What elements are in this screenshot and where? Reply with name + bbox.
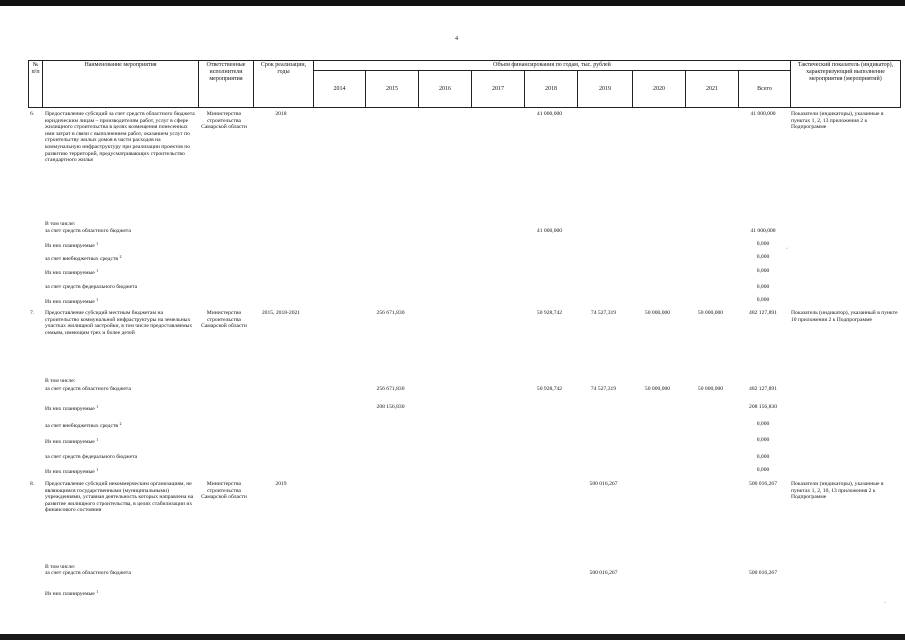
header-financing: Объем финансирования по годам, тыс. рублей: [314, 61, 791, 71]
value-2018: 41 000,000: [536, 111, 563, 117]
value-2019: 500 016,267: [589, 570, 618, 576]
value-total: 482 127,891: [749, 310, 777, 316]
sub-label: за счет средств областного бюджета: [45, 386, 131, 392]
header-name: Наименование мероприятия: [43, 61, 199, 108]
value-2019: 500 016,267: [589, 481, 618, 487]
table-row: [0, 481, 905, 514]
value-2020: 50 000,000: [644, 386, 671, 392]
value-total: 41 000,000: [750, 228, 776, 234]
value-2018: 50 928,742: [536, 386, 563, 392]
value-2018: 41 000,000: [536, 228, 563, 234]
value-total: 500 016,267: [749, 570, 777, 576]
table-row: [0, 386, 905, 396]
sub-label: за счет внебюджетных средств $^2$: [45, 254, 122, 262]
value-total: 208 156,830: [749, 404, 777, 410]
sub-label: Из них планируемые $^1$: [45, 268, 99, 276]
value-total: 0,000: [756, 284, 770, 290]
sub-label: за счет средств федерального бюджета: [45, 284, 138, 290]
including-label: В том числе:: [45, 221, 76, 227]
header-year: 2018: [525, 71, 578, 108]
item-indicator: Показатели (индикаторы), указанные в пунктах 1, 2, 10, 13 приложения 2 к Подпрограмме: [791, 481, 884, 501]
footnote-mark: 1: [96, 297, 99, 302]
value-total: 0,000: [756, 254, 770, 260]
item-name: Предоставление субсидий местным бюджетам на строительство коммунальной инфраструктуры на земельных участках жилищной застройки, в том числе предоставляемых семьям, имеющим трех и более детей: [45, 310, 193, 336]
header-indicator: Тактический показатель (индикатор), характеризующий выполнение мероприятия (мероприятий): [791, 61, 901, 108]
sub-label: Из них планируемые $^1$: [45, 297, 99, 305]
header-year: 2014: [314, 71, 366, 108]
item-name: Предоставление субсидий за счет средств областного бюджета юридическим лицам – производителям работ, услуг в сфере жилищного строительства в целях возмещения понесенных ими затрат в связи с выполнением работ, оказанием услуг по строительству жилых домов в части расходов на коммунальную инфраструктуру при реализации проектов по развитию территорий, предусматривающих строительство стандартного жилья: [45, 111, 195, 164]
table-row: [0, 437, 905, 447]
header-year: 2015: [366, 71, 419, 108]
value-total: 41 000,000: [750, 111, 776, 117]
item-indicator: Показатель (индикатор), указанный в пункте 10 приложения 2 к Подпрограмме: [791, 310, 898, 323]
sub-label: за счет средств областного бюджета: [45, 570, 131, 576]
value-2019: 74 527,319: [590, 310, 617, 316]
scan-speck: ·: [786, 246, 788, 252]
table-row: [0, 310, 905, 336]
table-row: [0, 254, 905, 264]
scan-edge-bottom: [0, 634, 905, 640]
header-exec: Ответственные исполнители мероприятия: [199, 61, 254, 108]
item-term: 2019: [275, 481, 287, 487]
footnote-mark: 1: [96, 589, 99, 594]
value-2018: 50 928,742: [536, 310, 563, 316]
page-number: 4: [455, 36, 458, 42]
item-indicator: Показатели (индикаторы), указанные в пунктах 1, 2, 13 приложения 2 к Подпрограмме: [791, 111, 884, 131]
sub-label: Из них планируемые $^1$: [45, 404, 99, 412]
table-row: [0, 268, 905, 278]
table-row: [0, 454, 905, 464]
footnote-mark: 1: [96, 467, 99, 472]
item-number: 8.: [30, 481, 35, 487]
item-term: 2018: [275, 111, 287, 117]
sub-label: за счет средств областного бюджета: [45, 228, 131, 234]
table-row: [0, 241, 905, 251]
value-total: 0,000: [756, 467, 770, 473]
table-row: [0, 111, 905, 164]
including-label: В том числе:: [45, 378, 76, 384]
header-year: 2020: [633, 71, 686, 108]
item-name: Предоставление субсидий некоммерческим организациям, не являющимся государственными (муниципальными) учреждениями, уставная деятельность которых направлена на развитие жилищного строительства, в целях стабилизации их финансового состояния: [45, 481, 194, 514]
value-total: 0,000: [756, 437, 770, 443]
header-year: 2017: [472, 71, 525, 108]
header-year: 2016: [419, 71, 472, 108]
header-no: № п/п: [29, 61, 43, 108]
table-row: [0, 467, 905, 477]
item-executor: Министерство строительства Самарской области: [201, 111, 247, 131]
header-term: Срок реализации, годы: [254, 61, 314, 108]
table-row: [0, 570, 905, 580]
table-row: [0, 589, 905, 599]
header-total: Всего: [739, 71, 791, 108]
scan-speck: ·: [884, 600, 886, 606]
item-number: 7.: [30, 310, 35, 316]
value-2020: 50 000,000: [644, 310, 671, 316]
sub-label: Из них планируемые $^1$: [45, 241, 99, 249]
footnote-mark: 1: [96, 437, 99, 442]
value-2019: 74 527,319: [590, 386, 617, 392]
value-2021: 50 000,000: [697, 310, 724, 316]
sub-label: Из них планируемые $^1$: [45, 467, 99, 475]
table-row: [0, 284, 905, 294]
value-2015: 256 671,830: [376, 386, 405, 392]
table-row: [0, 228, 905, 238]
item-executor: Министерство строительства Самарской области: [201, 310, 247, 330]
footnote-mark: 1: [96, 404, 99, 409]
value-total: 482 127,891: [749, 386, 777, 392]
value-total: 0,000: [756, 297, 770, 303]
sub-label: Из них планируемые $^1$: [45, 589, 99, 597]
item-number: 6.: [30, 111, 35, 117]
table-row: [0, 404, 905, 414]
footnote-mark: 2: [119, 421, 122, 426]
value-total: 0,000: [756, 454, 770, 460]
footnote-mark: 2: [119, 254, 122, 259]
value-total: 0,000: [756, 268, 770, 274]
item-executor: Министерство строительства Самарской области: [201, 481, 247, 501]
value-total: 0,000: [756, 241, 770, 247]
footnote-mark: 1: [96, 241, 99, 246]
sub-label: за счет средств федерального бюджета: [45, 454, 138, 460]
value-2015: 208 156,830: [376, 404, 405, 410]
table-row: [0, 421, 905, 431]
sub-label: за счет внебюджетных средств $^2$: [45, 421, 122, 429]
value-2015: 256 671,830: [376, 310, 405, 316]
footnote-mark: 1: [96, 268, 99, 273]
value-2021: 50 000,000: [697, 386, 724, 392]
value-total: 500 016,267: [749, 481, 777, 487]
header-year: 2019: [578, 71, 633, 108]
table-row: [0, 297, 905, 307]
sub-label: Из них планируемые $^1$: [45, 437, 99, 445]
including-label: В том числе:: [45, 564, 76, 570]
item-term: 2015, 2018-2021: [261, 310, 301, 316]
value-total: 0,000: [756, 421, 770, 427]
header-year: 2021: [686, 71, 739, 108]
